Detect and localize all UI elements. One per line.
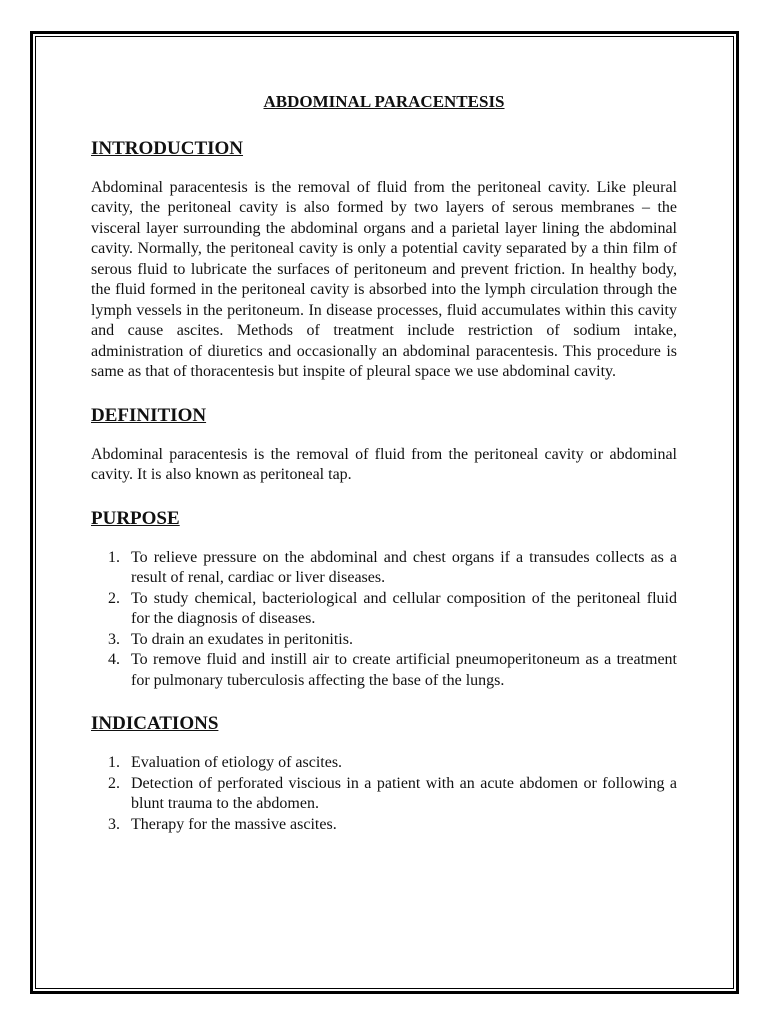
list-item-number: 3. <box>108 630 120 648</box>
list-item-text: Evaluation of etiology of ascites. <box>131 754 343 771</box>
list-item <box>91 630 677 651</box>
list-item-text: Therapy for the massive ascites. <box>131 815 337 833</box>
list-item-number: 2. <box>108 589 120 607</box>
list-item-number: 1. <box>108 754 120 771</box>
list-item-number: 2. <box>108 774 120 792</box>
list-item <box>91 815 677 836</box>
list-item-text: To remove fluid and instill air to create artificial pneumoperitoneum as a treatment for pulmonary tuberculosis affecting the base of the lungs. <box>131 651 677 689</box>
document-body <box>91 92 677 857</box>
list-item-number: 1. <box>108 548 120 566</box>
section-heading-indications: INDICATIONS <box>91 713 219 734</box>
list-item-number: 3. <box>108 815 120 833</box>
section-heading-introduction: INTRODUCTION <box>91 137 244 159</box>
list-item-text: To drain an exudates in peritonitis. <box>131 630 353 648</box>
list-item-text: To study chemical, bacteriological and cellular composition of the peritoneal fluid for the diagnosis of diseases. <box>131 589 677 627</box>
list-item <box>91 774 677 815</box>
list-item <box>91 548 677 589</box>
document-title: ABDOMINAL PARACENTESIS <box>263 92 505 111</box>
list-item <box>91 650 677 691</box>
introduction-paragraph: Abdominal paracentesis is the removal of fluid from the peritoneal cavity. Like pleural cavity, the peritoneal cavity is also formed by two layers of serous membranes – the visceral layer surrounding the abdominal organs and a parietal layer lining the abdominal cavity. Normally, the peritoneal cavity is only a potential cavity separated by a thin film of serous fluid to lubricate the surfaces of peritoneum and prevent friction. In healthy body, the fluid formed in the peritoneal cavity is absorbed into the lymph circulation through the lymph vessels in the peritoneum. In disease processes, fluid accumulates within this cavity and cause ascites. Methods of treatment include restriction of sodium intake, administration of diuretics and occasionally an abdominal paracentesis. This procedure is same as that of thoracentesis but inspite of pleural space we use abdominal cavity. <box>91 178 677 380</box>
list-item-text: Detection of perforated viscious in a patient with an acute abdomen or following a blunt trauma to the abdomen. <box>131 774 677 812</box>
section-heading-purpose: PURPOSE <box>91 507 180 529</box>
section-heading-definition: DEFINITION <box>91 404 207 426</box>
definition-paragraph: Abdominal paracentesis is the removal of fluid from the peritoneal cavity or abdominal cavity. It is also known as peritoneal tap. <box>91 445 677 483</box>
purpose-list <box>91 548 677 692</box>
list-item-text: To relieve pressure on the abdominal and chest organs if a transudes collects as a result of renal, cardiac or liver diseases. <box>131 548 677 586</box>
indications-list <box>91 753 677 835</box>
list-item <box>91 589 677 630</box>
list-item <box>91 753 677 774</box>
list-item-number: 4. <box>108 651 120 668</box>
